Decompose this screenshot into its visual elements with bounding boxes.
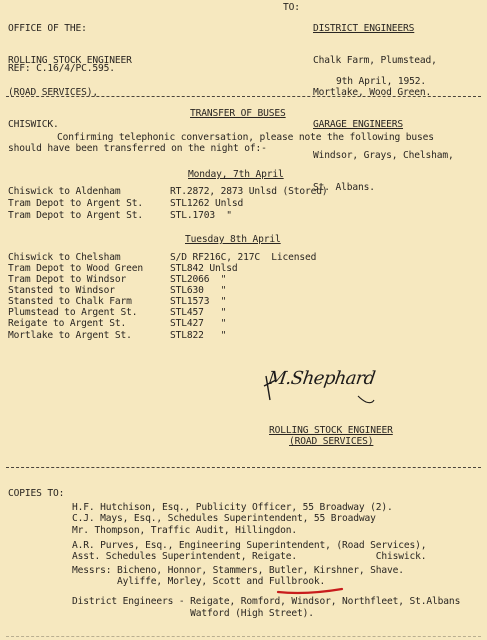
transfer-route: Tram Depot to Wood Green — [8, 263, 144, 274]
copy-recipient: District Engineers - Reigate, Romford, Windsor, Northfleet, St.Albans — [72, 596, 461, 607]
transfer-route: Tram Depot to Windsor — [8, 274, 127, 285]
transfer-route: Tram Depot to Argent St. — [8, 198, 144, 209]
transfer-route: Plumstead to Argent St. — [8, 307, 138, 318]
to-label: TO: — [283, 2, 300, 13]
transfer-bus: STL427 " — [170, 318, 227, 329]
header-divider — [6, 96, 481, 97]
copy-recipient: H.F. Hutchison, Esq., Publicity Officer, 55 Broadway (2). — [72, 502, 393, 513]
copy-recipient: Asst. Schedules Superintendent, Reigate. Chiswick. — [72, 551, 427, 562]
copy-recipient: Mr. Thompson, Traffic Audit, Hillingdon. — [72, 525, 298, 536]
transfer-bus: STL1573 " — [170, 296, 227, 307]
copy-recipient: Messrs: Bicheno, Honnor, Stammers, Butler, Kirshner, Shave. — [72, 565, 404, 576]
transfer-bus: STL457 " — [170, 307, 227, 318]
memo-title: TRANSFER OF BUSES — [190, 108, 286, 119]
transfer-route: Stansted to Windsor — [8, 285, 115, 296]
signature-name: M.Shephard — [266, 368, 377, 389]
copy-recipient: C.J. Mays, Esq., Schedules Superintendent, 55 Broadway — [72, 513, 376, 524]
signatory-department: (ROAD SERVICES) — [289, 436, 374, 447]
signatory-title: ROLLING STOCK ENGINEER — [269, 425, 393, 436]
transfer-route: Stansted to Chalk Farm — [8, 296, 132, 307]
addressees — [313, 3, 454, 215]
transfer-bus: STL822 " — [170, 330, 227, 341]
copies-label: COPIES TO: — [8, 488, 65, 499]
transfer-bus: STL842 Unlsd — [170, 263, 238, 274]
copy-recipient: Ayliffe, Morley, Scott and Fullbrook. — [72, 576, 326, 587]
signature-flourish — [262, 370, 382, 414]
section-heading-tuesday: Tuesday 8th April — [185, 234, 281, 245]
transfer-route: Mortlake to Argent St. — [8, 330, 132, 341]
office-block — [8, 3, 132, 151]
garage-line: St. Albans. — [313, 182, 375, 194]
office-line: CHISWICK. — [8, 118, 59, 130]
transfer-bus: RT.2872, 2873 Unlsd (Stored) — [170, 186, 328, 197]
office-line: OFFICE OF THE: — [8, 23, 87, 35]
district-line: Mortlake, Wood Green. — [313, 86, 432, 98]
section-heading-monday: Monday, 7th April — [188, 169, 284, 180]
transfer-bus: S/D RF216C, 217C Licensed — [170, 252, 317, 263]
copy-recipient: A.R. Purves, Esq., Engineering Superintendent, (Road Services), — [72, 540, 427, 551]
intro-line: Confirming telephonic conversation, please note the following buses — [57, 132, 434, 143]
transfer-bus: STL630 " — [170, 285, 227, 296]
transfer-bus: STL.1703 " — [170, 210, 232, 221]
transfer-route: Chiswick to Chelsham — [8, 252, 121, 263]
transfer-route: Reigate to Argent St. — [8, 318, 127, 329]
bottom-divider — [6, 636, 481, 637]
intro-line: should have been transferred on the night of:- — [8, 143, 267, 154]
copy-recipient: Watford (High Street). — [72, 608, 314, 619]
office-line: (ROAD SERVICES), — [8, 86, 99, 98]
memo-date: 9th April, 1952. — [336, 76, 427, 87]
handwritten-signature — [262, 370, 382, 414]
transfer-bus: STL2066 " — [170, 274, 227, 285]
garage-engineers-heading: GARAGE ENGINEERS — [313, 118, 404, 130]
garage-line: Windsor, Grays, Chelsham, — [313, 150, 454, 162]
district-engineers-heading: DISTRICT ENGINEERS — [313, 23, 415, 35]
office-line: ROLLING STOCK ENGINEER — [8, 54, 132, 66]
district-line: Chalk Farm, Plumstead, — [313, 54, 437, 66]
red-underline-annotation — [276, 586, 346, 596]
transfer-bus: STL1262 Unlsd — [170, 198, 244, 209]
transfer-route: Tram Depot to Argent St. — [8, 210, 144, 221]
copies-divider — [6, 467, 481, 468]
transfer-route: Chiswick to Aldenham — [8, 186, 121, 197]
reference: REF: C.16/4/PC.595. — [8, 63, 115, 74]
